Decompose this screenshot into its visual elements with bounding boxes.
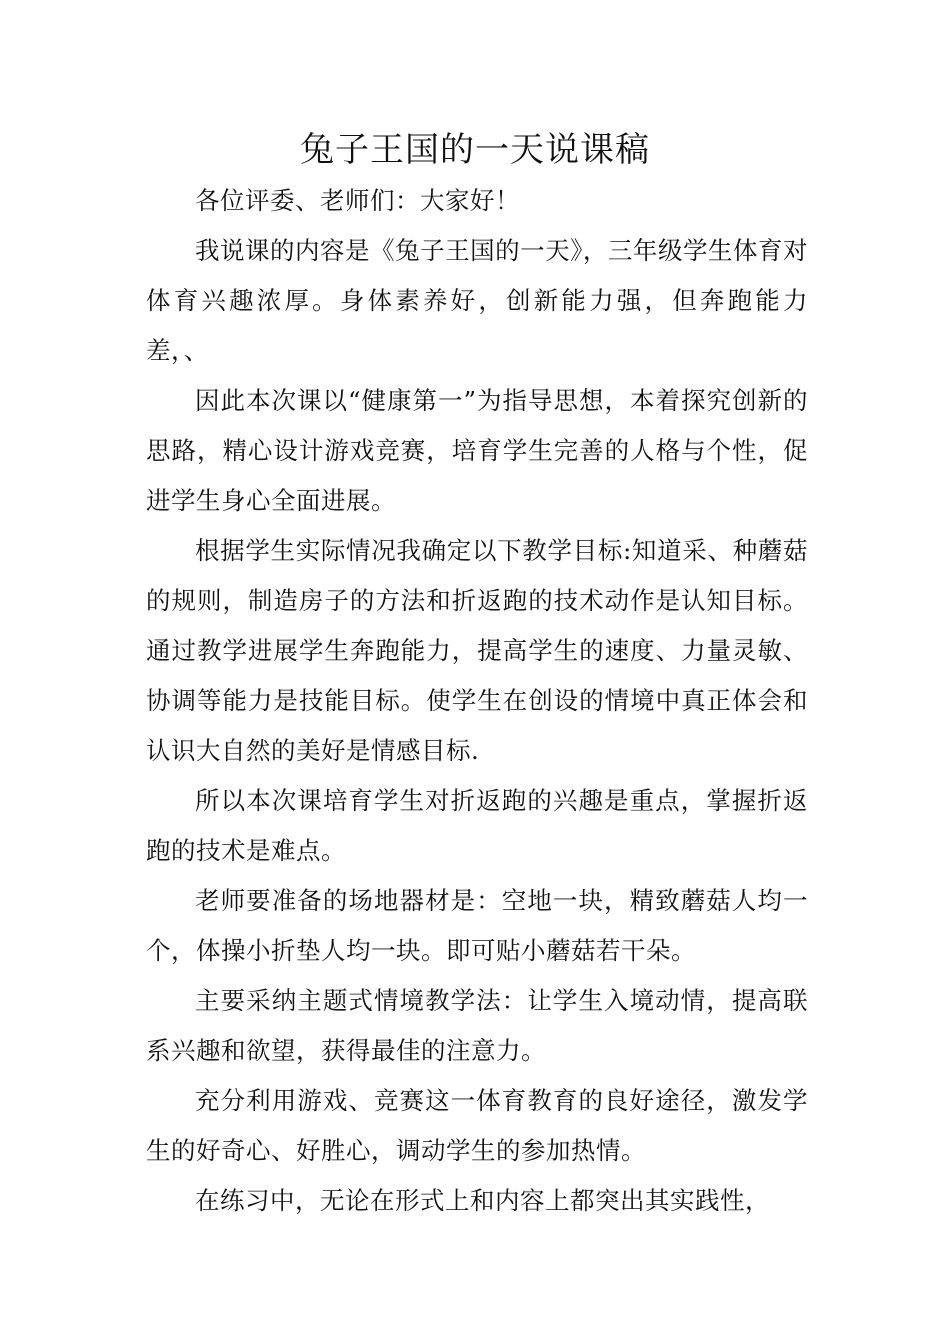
- paragraph-games: 充分利用游戏、竞赛这一体育教育的良好途径，激发学生的好奇心、好胜心，调动学生的参加热情。: [146, 1086, 808, 1165]
- paragraph-key-points: 所以本次课培育学生对折返跑的兴趣是重点，掌握折返跑的技术是难点。: [146, 786, 808, 865]
- paragraph-greeting: 各位评委、老师们：大家好！: [195, 186, 520, 215]
- document-body: [146, 176, 808, 1226]
- paragraph-method: 主要采纳主题式情境教学法：让学生入境动情，提高联系兴趣和欲望，获得最佳的注意力。: [146, 986, 808, 1065]
- document-title: 兔子王国的一天说课稿: [300, 130, 650, 170]
- paragraph-teaching-goals: 根据学生实际情况我确定以下教学目标:知道采、种蘑菇的规则，制造房子的方法和折返跑的技术动作是认知目标。通过教学进展学生奔跑能力，提高学生的速度、力量灵敏、协调等能力是技能目标。使学生在创设的情境中真正体会和认识大自然的美好是情感目标.: [146, 536, 808, 765]
- paragraph-content-intro: 我说课的内容是《兔子王国的一天》，三年级学生体育对体育兴趣浓厚。身体素养好，创新能力强，但奔跑能力差，、: [146, 236, 808, 365]
- paragraph-guiding-idea: 因此本次课以“健康第一”为指导思想，本着探究创新的思路，精心设计游戏竞赛，培育学生完善的人格与个性，促进学生身心全面进展。: [146, 386, 808, 515]
- paragraph-equipment: 老师要准备的场地器材是：空地一块，精致蘑菇人均一个，体操小折垫人均一块。即可贴小蘑菇若干朵。: [146, 886, 808, 965]
- paragraph-practice: 在练习中，无论在形式上和内容上都突出其实践性，: [195, 1186, 770, 1215]
